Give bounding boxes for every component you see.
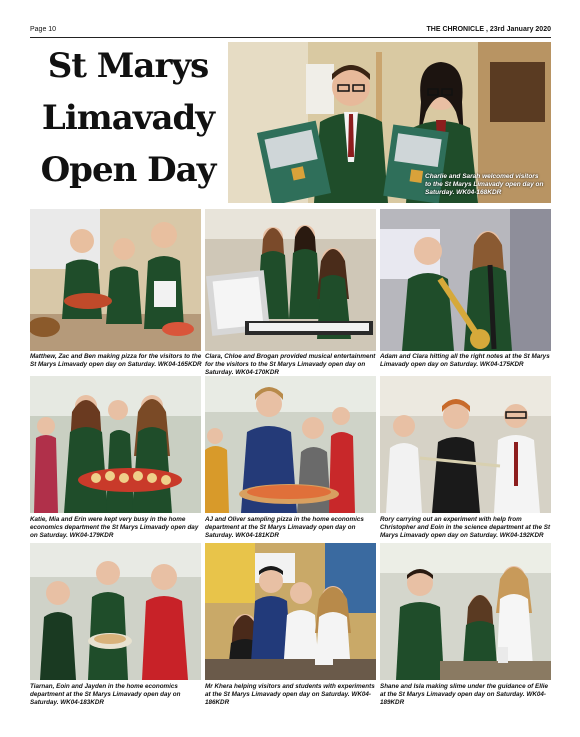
header-rule	[30, 37, 551, 38]
headline-line-3: Open Day	[40, 150, 216, 190]
publication-line: THE CHRONICLE , 23rd January 2020	[426, 26, 551, 33]
caption-home-economics-2: Tiarnan, Eoin and Jayden in the home economics department at the St Marys Limavady open day on Saturday. WK04-183KDR	[30, 683, 181, 706]
hero-caption: Charlie and Sarah welcomed visitors to the St Marys Limavady open day on Saturday. WK04-168KDR	[425, 173, 544, 196]
photo-sampling-pizza	[205, 376, 376, 513]
page-number: Page 10	[30, 26, 57, 33]
photo-sampling-pizza-image	[205, 376, 376, 513]
photo-pizza-making	[30, 209, 201, 351]
photo-experiment-image	[380, 376, 551, 513]
photo-musical-entertainment-image	[205, 209, 376, 351]
photo-home-economics	[30, 376, 201, 513]
photo-making-slime	[380, 543, 551, 680]
photo-experiment	[380, 376, 551, 513]
page-header	[30, 24, 551, 36]
photo-musical-entertainment	[205, 209, 376, 351]
photo-home-economics-image	[30, 376, 201, 513]
caption-mr-khera: Mr Khera helping visitors and students with experiments at the St Marys Limavady open day on Saturday. WK04-186KDR	[205, 683, 375, 706]
photo-mr-khera	[205, 543, 376, 680]
photo-home-economics-2-image	[30, 543, 201, 680]
caption-experiment: Rory carrying out an experiment with help from Christopher and Eoin in the science department at the St Marys Limavady open day on Saturday. WK04-192KDR	[380, 516, 551, 539]
caption-musical-entertainment: Clara, Chloe and Brogan provided musical entertainment for the visitors to the St Marys Limavady open day on Saturday. WK04-170KDR	[205, 353, 376, 376]
caption-pizza-making: Matthew, Zac and Ben making pizza for the visitors to the St Marys Limavady open day on Saturday. WK04-165KDR	[30, 353, 202, 368]
caption-sampling-pizza: AJ and Oliver sampling pizza in the home economics department at the St Marys Limavady open day on Saturday. WK04-181KDR	[205, 516, 364, 539]
photo-mr-khera-image	[205, 543, 376, 680]
hero-photo	[228, 42, 551, 203]
caption-home-economics: Katie, Mia and Erin were kept very busy in the home economics department the St Marys Limavady open day on Saturday. WK04-179KDR	[30, 516, 199, 539]
photo-making-slime-image	[380, 543, 551, 680]
headline	[30, 42, 226, 202]
headline-line-1: St Marys	[47, 46, 209, 86]
photo-right-notes-image	[380, 209, 551, 351]
caption-making-slime: Shane and Isla making slime under the guidance of Ellie at the St Marys Limavady open day on Saturday. WK04-189KDR	[380, 683, 548, 706]
photo-pizza-making-image	[30, 209, 201, 351]
photo-right-notes	[380, 209, 551, 351]
headline-line-2: Limavady	[41, 98, 215, 138]
photo-home-economics-2	[30, 543, 201, 680]
caption-right-notes: Adam and Clara hitting all the right notes at the St Marys Limavady open day on Saturday. WK04-175KDR	[380, 353, 550, 368]
